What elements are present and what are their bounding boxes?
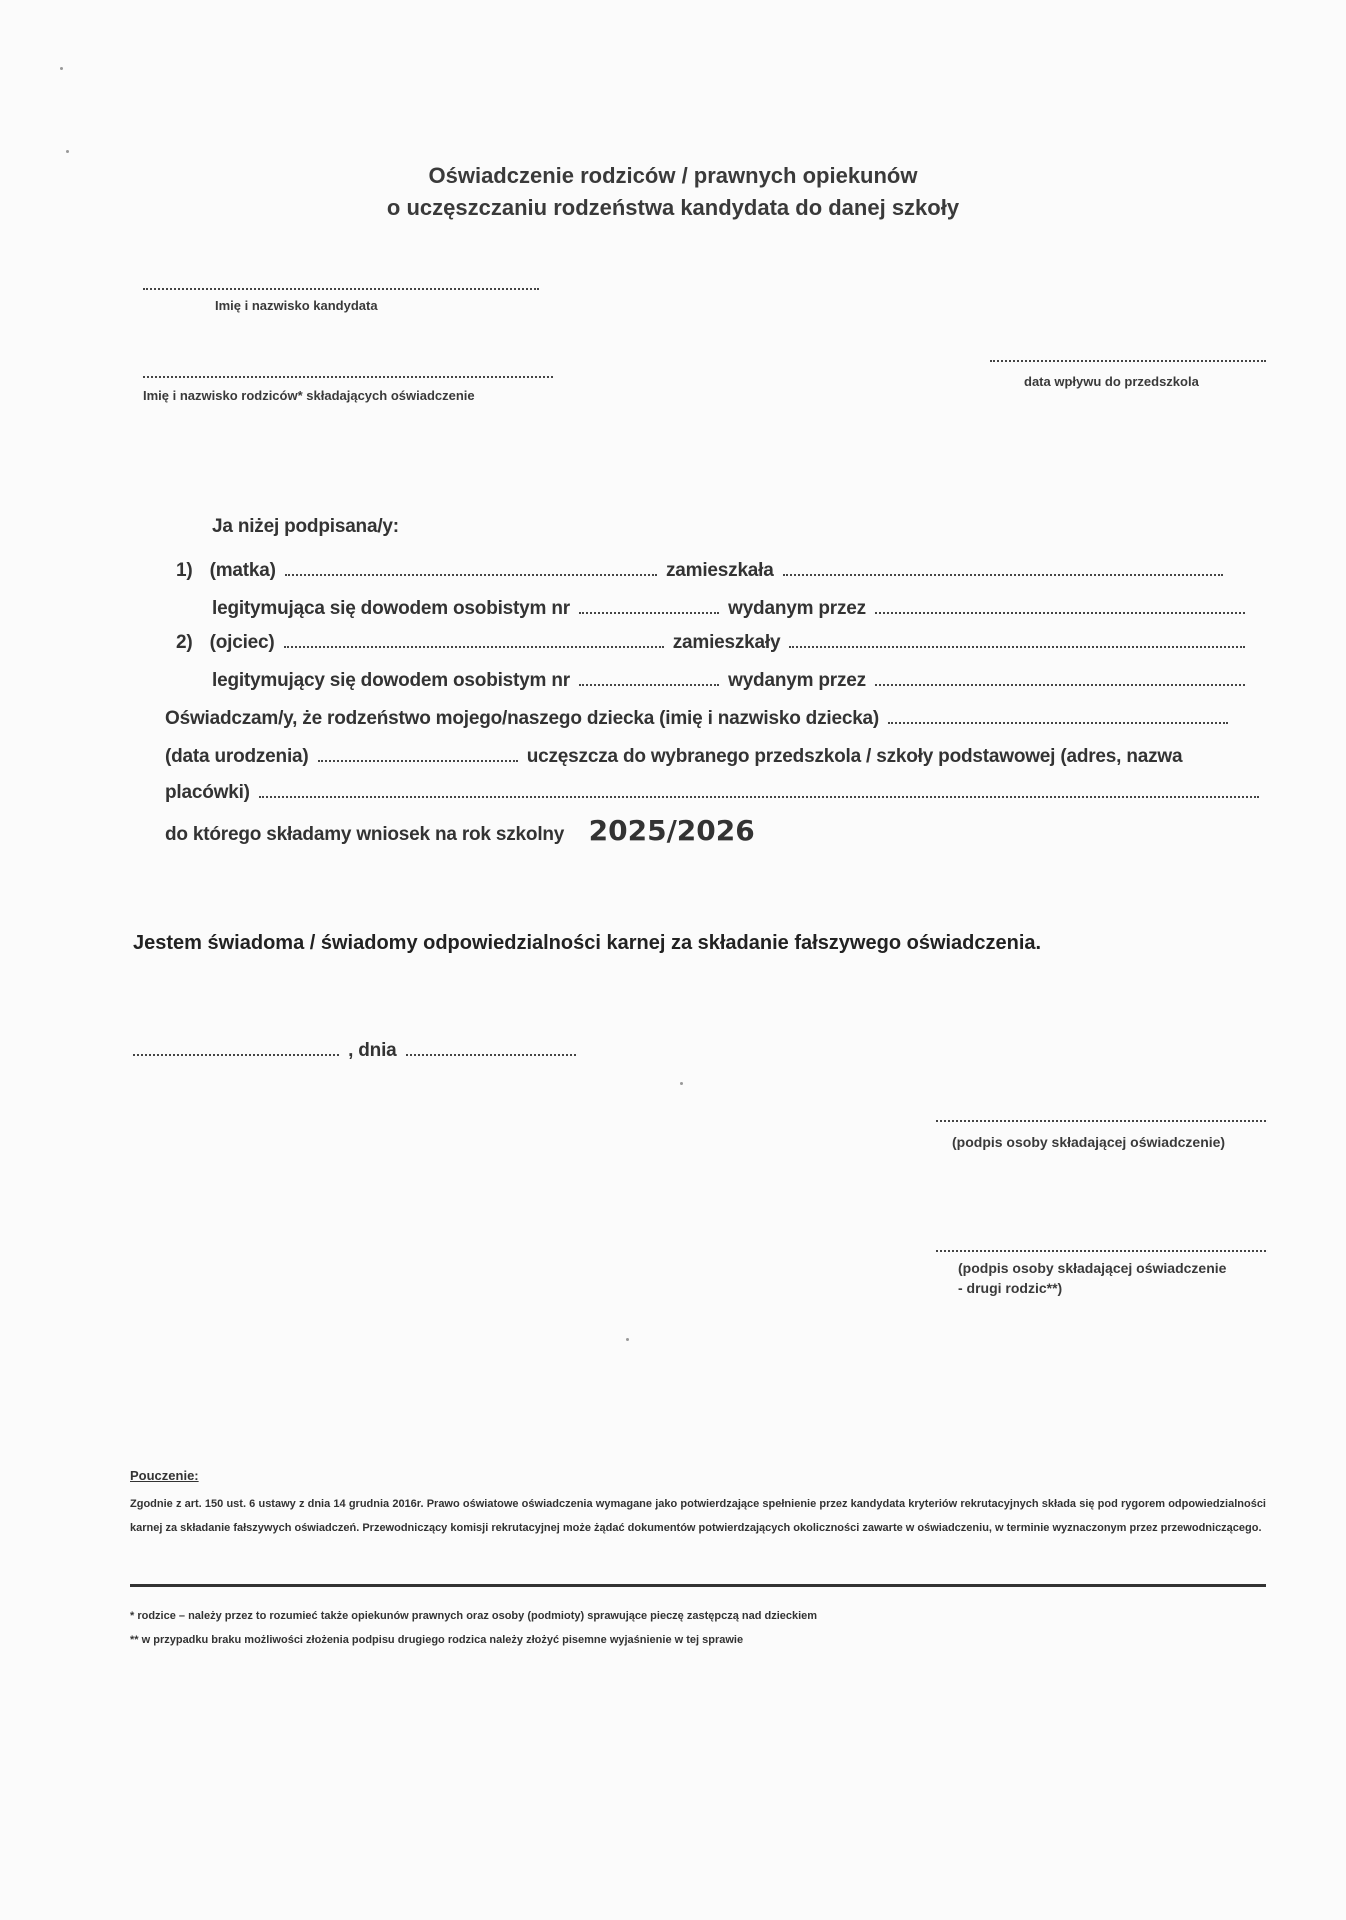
footnote-1: * rodzice – należy przez to rozumieć także opiekunów prawnych oraz osoby (podmioty) sprawujące pieczę zastępczą nad dzieckiem	[130, 1610, 818, 1622]
title-line-1: Oświadczenie rodziców / prawnych opiekunów	[428, 163, 918, 188]
year-row	[165, 814, 755, 847]
father-issued-label: wydanym przez	[728, 670, 866, 691]
parents-name-line[interactable]	[143, 376, 553, 378]
mother-number: 1)	[176, 560, 193, 581]
mother-issued-label: wydanym przez	[728, 598, 866, 619]
mother-label: (matka)	[209, 560, 276, 581]
place-date-row	[133, 1040, 580, 1062]
father-issued-field[interactable]	[875, 684, 1245, 686]
scan-speck	[626, 1338, 629, 1341]
candidate-name-line[interactable]	[143, 288, 539, 290]
mother-issued-field[interactable]	[875, 612, 1245, 614]
candidate-name-label: Imię i nazwisko kandydata	[215, 298, 378, 313]
facility-field[interactable]	[259, 796, 1259, 798]
facility-label: placówki)	[165, 782, 250, 803]
sibling-name-field[interactable]	[888, 722, 1228, 724]
signature-2-line[interactable]	[936, 1250, 1266, 1252]
signature-1-line[interactable]	[936, 1120, 1266, 1122]
receipt-date-label: data wpływu do przedszkola	[1024, 374, 1199, 389]
father-label: (ojciec)	[209, 632, 275, 653]
birth-date-field[interactable]	[318, 760, 518, 762]
statement-text: Oświadczam/y, że rodzeństwo mojego/naszego dziecka (imię i nazwisko dziecka)	[165, 708, 880, 729]
scan-speck	[66, 150, 69, 153]
statement-row	[165, 708, 1232, 730]
father-number: 2)	[176, 632, 193, 653]
mother-id-field[interactable]	[579, 612, 719, 614]
mother-row	[176, 560, 1227, 582]
father-id-field[interactable]	[579, 684, 719, 686]
intro-text: Ja niżej podpisana/y:	[212, 516, 399, 537]
scan-speck	[680, 1082, 683, 1085]
signature-1-label: (podpis osoby składającej oświadczenie)	[952, 1134, 1226, 1150]
father-resides-label: zamieszkały	[672, 632, 781, 653]
awareness-statement: Jestem świadoma / świadomy odpowiedzialności karnej za składanie fałszywego oświadczenia.	[133, 932, 1042, 954]
signature-2-label-1: (podpis osoby składającej oświadczenie	[958, 1260, 1227, 1276]
mother-name-field[interactable]	[285, 574, 657, 576]
father-row	[176, 632, 1249, 654]
father-id-label: legitymujący się dowodem osobistym nr	[212, 670, 570, 691]
birth-row	[165, 746, 1182, 768]
signature-2-label-2: - drugi rodzic**)	[958, 1280, 1063, 1296]
instruction-text: Zgodnie z art. 150 ust. 6 ustawy z dnia 14 grudnia 2016r. Prawo oświatowe oświadczenia wymagane jako potwierdzające spełnienie przez kandydata kryteriów rekrutacyjnych składa się pod rygorem odpowiedzialności karnej za składanie fałszywych oświadczeń. Przewodniczący komisji rekrutacyjnej może żądać dokumentów potwierdzających okoliczności zawarte w oświadczeniu, w terminie wyznaczonym przez przewodniczącego.	[130, 1498, 1266, 1534]
school-year-value: 2025/2026	[588, 814, 755, 847]
receipt-date-line[interactable]	[990, 360, 1266, 362]
year-label: do którego składamy wniosek na rok szkolny	[165, 824, 565, 845]
date-field[interactable]	[406, 1054, 576, 1056]
father-name-field[interactable]	[284, 646, 664, 648]
scan-speck	[60, 67, 63, 70]
father-id-row	[212, 670, 1249, 692]
dnia-label: , dnia	[348, 1040, 397, 1061]
facility-row	[165, 782, 1263, 804]
instruction-heading: Pouczenie:	[130, 1468, 199, 1483]
parents-name-label: Imię i nazwisko rodziców* składających oświadczenie	[143, 388, 475, 403]
footer-divider	[130, 1584, 1266, 1587]
birth-label: (data urodzenia)	[165, 746, 309, 767]
mother-id-row	[212, 598, 1249, 620]
mother-resides-label: zamieszkała	[665, 560, 774, 581]
place-field[interactable]	[133, 1054, 339, 1056]
title-line-2: o uczęszczaniu rodzeństwa kandydata do danej szkoły	[386, 195, 960, 220]
mother-address-field[interactable]	[783, 574, 1223, 576]
father-address-field[interactable]	[789, 646, 1245, 648]
attends-text: uczęszcza do wybranego przedszkola / szkoły podstawowej (adres, nazwa	[526, 746, 1183, 767]
footnote-2: ** w przypadku braku możliwości złożenia podpisu drugiego rodzica należy złożyć pisemne wyjaśnienie w tej sprawie	[130, 1634, 744, 1646]
mother-id-label: legitymująca się dowodem osobistym nr	[212, 598, 570, 619]
